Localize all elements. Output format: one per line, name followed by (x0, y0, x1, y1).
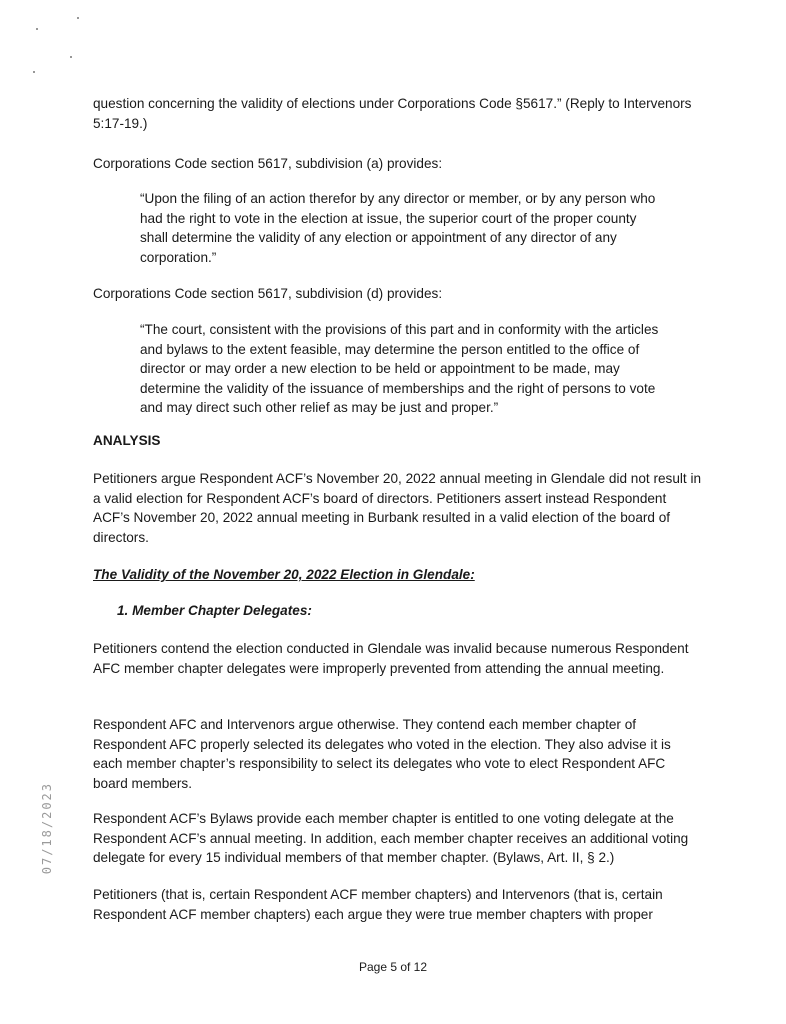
paragraph-respondent-argue-otherwise: Respondent AFC and Intervenors argue otherwise. They contend each member chapter of Respondent AFC properly selected its delegates who voted in the election. They also advise it is each member chapter’s responsibility to select its delegates who vote to elect Respondent AFC board members. (93, 717, 671, 791)
quote-subdivision-a: “Upon the filing of an action therefor by any director or member, or by any person who had the right to vote in the election at issue, the superior court of the proper county shall determine the validity of any election or appointment of any director of any corporation.” (140, 191, 656, 265)
paragraph-petitioners-contend: Petitioners contend the election conducted in Glendale was invalid because numerous Respondent AFC member chapter delegates were improperly prevented from attending the annual meeting. (93, 641, 689, 676)
paragraph-subdivision-a-intro: Corporations Code section 5617, subdivision (a) provides: (93, 156, 443, 171)
subheading-validity-glendale: The Validity of the November 20, 2022 Election in Glendale: (93, 567, 475, 582)
paragraph-bylaws: Respondent ACF’s Bylaws provide each member chapter is entitled to one voting delegate at the Respondent ACF’s annual meeting. In addition, each member chapter receives an additional voting delegate for every 15 individual members of that member chapter. (Bylaws, Art. II, § 2.) (93, 811, 689, 865)
paragraph-subdivision-d-intro: Corporations Code section 5617, subdivision (d) provides: (93, 286, 443, 301)
paragraph-reply-citation: question concerning the validity of elections under Corporations Code §5617.” (Reply to Intervenors 5:17-19.) (93, 96, 692, 131)
scan-speck (70, 56, 72, 58)
scan-speck (36, 28, 38, 30)
paragraph-true-member-chapters: Petitioners (that is, certain Respondent ACF member chapters) and Intervenors (that is, certain Respondent ACF member chapters) each argue they were true member chapters with proper (93, 887, 663, 922)
subheading-member-chapter-delegates: 1. Member Chapter Delegates: (117, 603, 312, 618)
filing-date-stamp: 07/18/2023 (40, 782, 54, 875)
scan-speck (33, 71, 35, 73)
page-number-footer: Page 5 of 12 (358, 960, 428, 974)
scan-speck (77, 17, 79, 19)
paragraph-petitioners-argue: Petitioners argue Respondent ACF’s November 20, 2022 annual meeting in Glendale did not result in a valid election for Respondent ACF’s board of directors. Petitioners assert instead Respondent ACF’s November 20, 2022 annual meeting in Burbank resulted in a valid election of the board of directors. (93, 471, 702, 545)
heading-analysis: ANALYSIS (93, 433, 161, 448)
quote-subdivision-d: “The court, consistent with the provisions of this part and in conformity with the articles and bylaws to the extent feasible, may determine the person entitled to the office of director or may order a new election to be held or appointment to be made, may determine the validity of the issuance of memberships and the right of persons to vote and may direct such other relief as may be just and proper.” (140, 322, 659, 415)
